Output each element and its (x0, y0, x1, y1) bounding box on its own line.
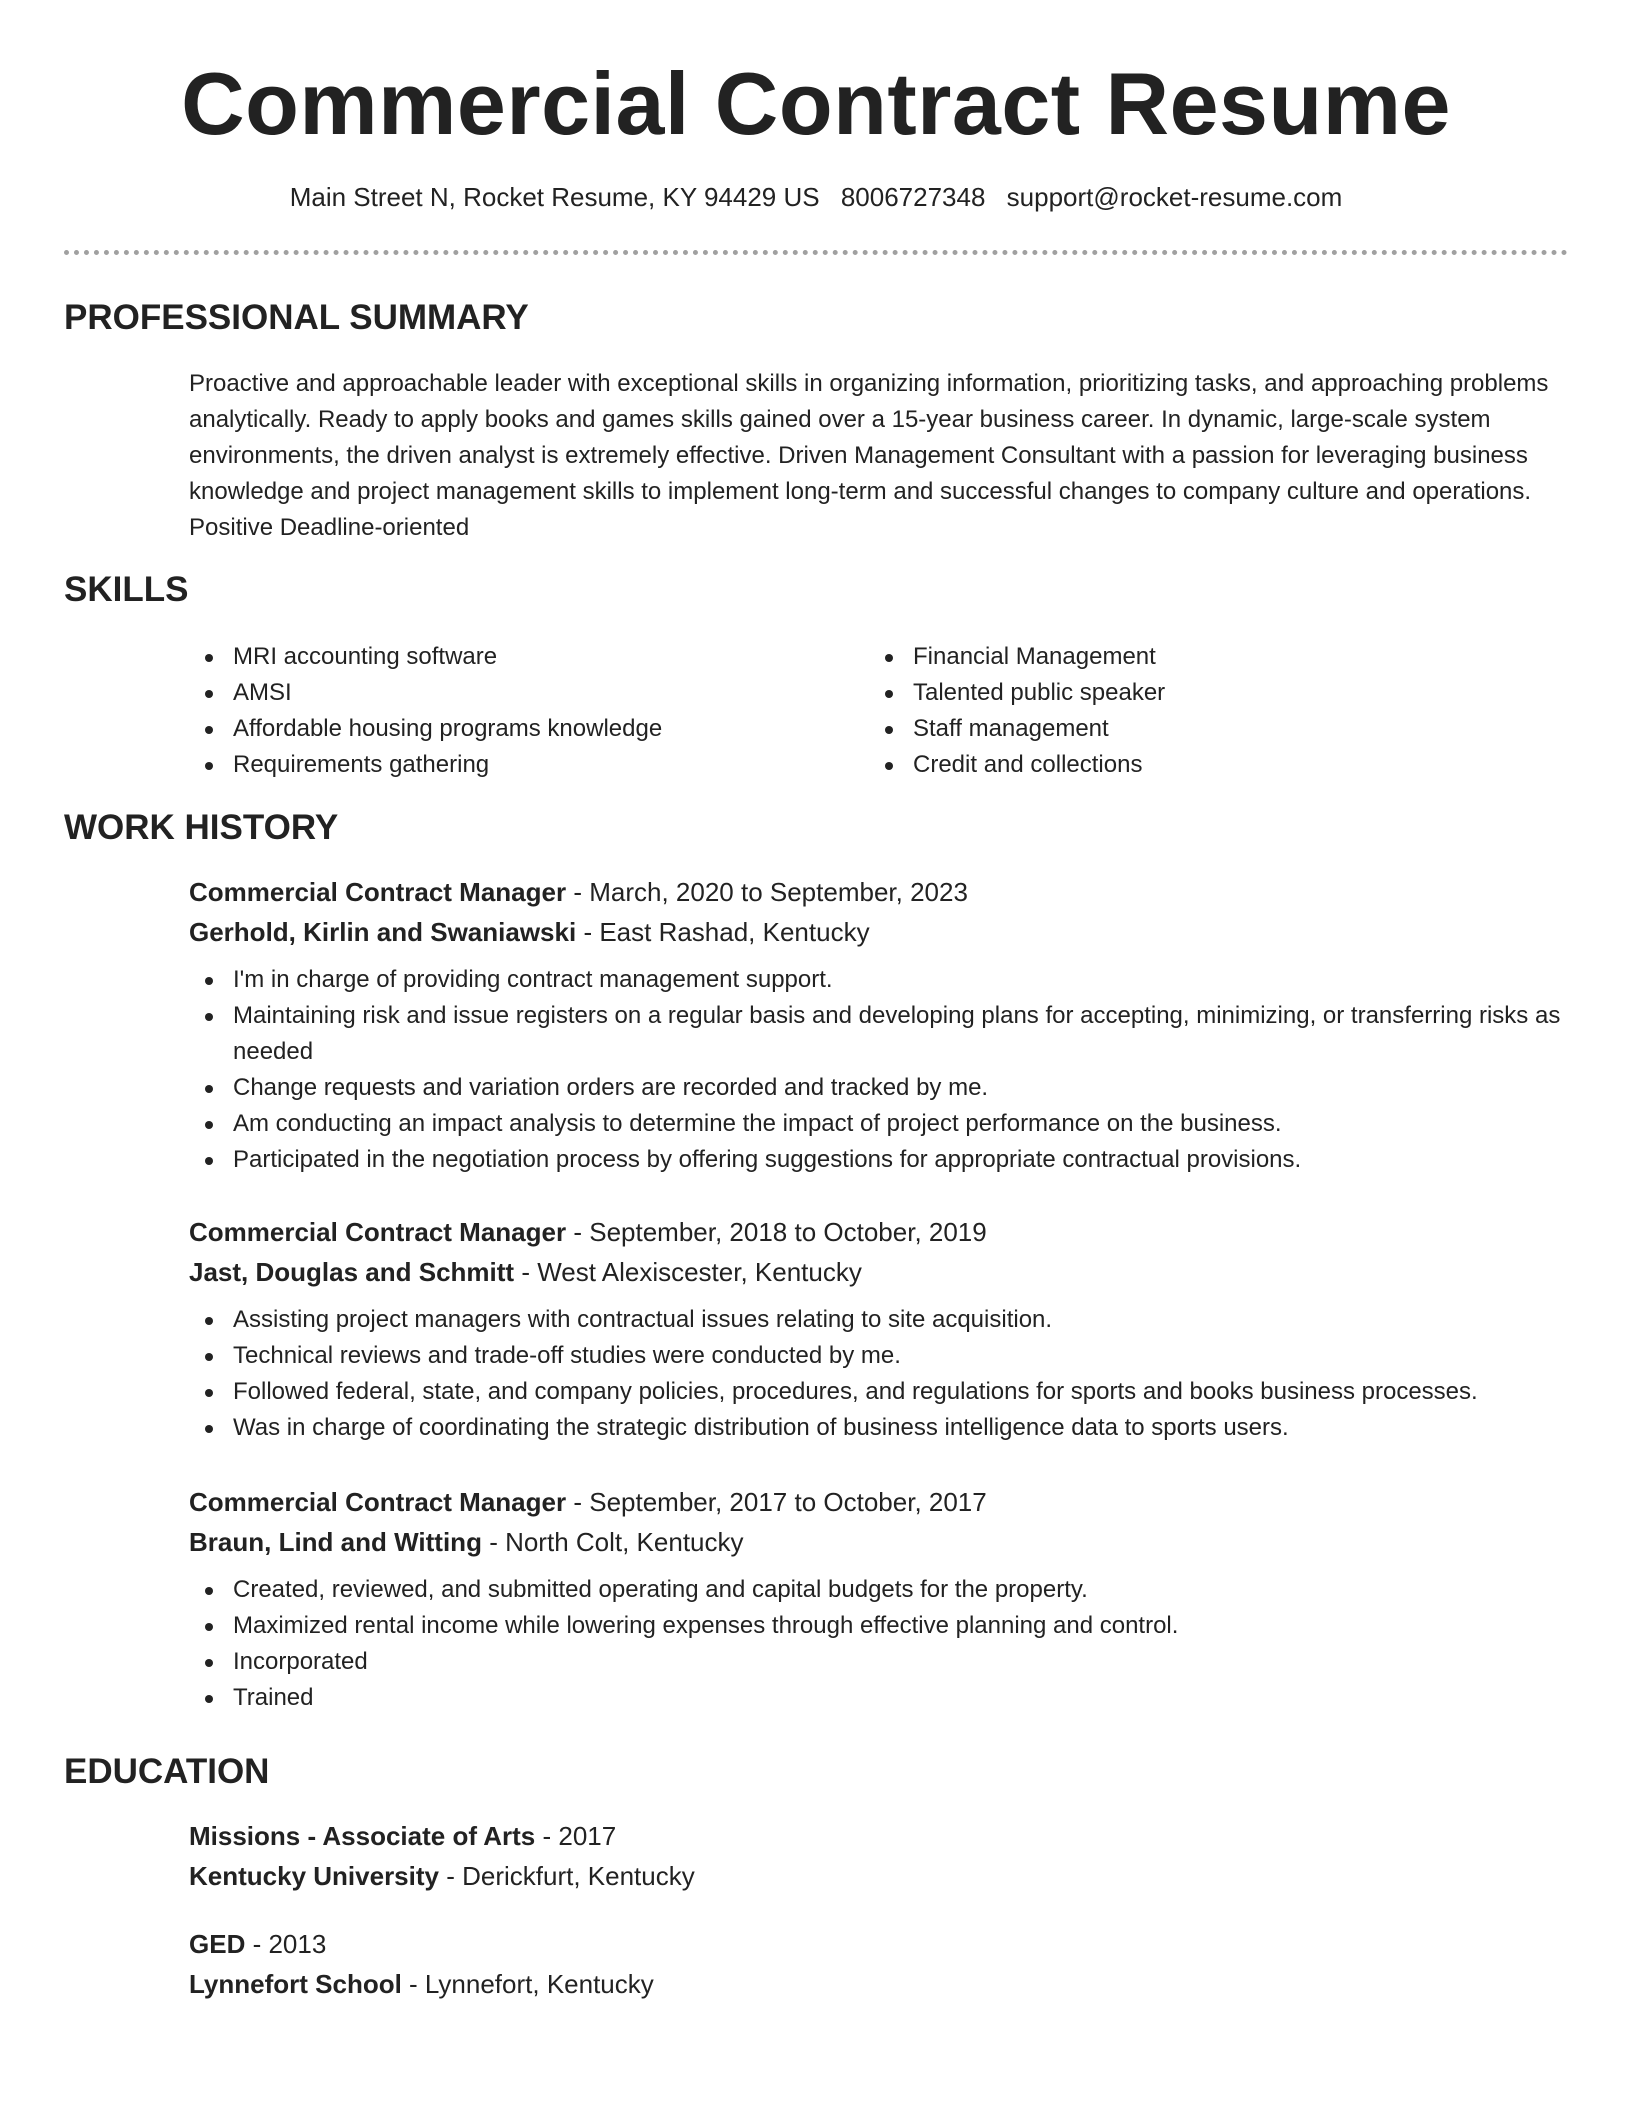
job-duty: Am conducting an impact analysis to determine the impact of project performance on the business. (189, 1106, 1579, 1142)
skill-item: Financial Management (869, 639, 1549, 675)
job-duty: Maintaining risk and issue registers on a regular basis and developing plans for accepting, minimizing, or transferring risks as needed (189, 998, 1579, 1070)
skill-item: Staff management (869, 711, 1549, 747)
skills-column-right (869, 639, 1549, 783)
job-entry (189, 872, 1579, 1178)
job-duty: Change requests and variation orders are recorded and tracked by me. (189, 1070, 1579, 1106)
skills-heading: SKILLS (64, 570, 189, 609)
skill-item: Credit and collections (869, 747, 1549, 783)
skill-item: Affordable housing programs knowledge (189, 711, 869, 747)
job-dates: - September, 2017 to October, 2017 (573, 1487, 987, 1517)
education-location: - Derickfurt, Kentucky (446, 1861, 695, 1891)
work-history-heading: WORK HISTORY (64, 808, 339, 847)
skills-column-left (189, 639, 869, 783)
summary-heading: PROFESSIONAL SUMMARY (64, 298, 529, 337)
education-school: Lynnefort School (189, 1969, 402, 1999)
education-degree: Missions - Associate of Arts (189, 1821, 536, 1851)
job-duty: I'm in charge of providing contract management support. (189, 962, 1579, 998)
education-entry (189, 1816, 1579, 1896)
job-location: - West Alexiscester, Kentucky (521, 1257, 862, 1287)
skill-item: AMSI (189, 675, 869, 711)
job-title-line (189, 1212, 1579, 1252)
education-degree: GED (189, 1929, 246, 1959)
education-school-line (189, 1964, 1579, 2004)
job-location: - East Rashad, Kentucky (583, 917, 870, 947)
job-title-line (189, 872, 1579, 912)
education-entry (189, 1924, 1579, 2004)
contact-address: Main Street N, Rocket Resume, KY 94429 US (289, 182, 820, 212)
education-degree-line (189, 1816, 1579, 1856)
job-entry (189, 1482, 1579, 1716)
education-year: - 2017 (542, 1821, 617, 1851)
job-duty: Was in charge of coordinating the strategic distribution of business intelligence data to sports users. (189, 1410, 1579, 1446)
job-company: Braun, Lind and Witting (189, 1527, 482, 1557)
job-duty: Incorporated (189, 1644, 1579, 1680)
education-year: - 2013 (252, 1929, 327, 1959)
job-dates: - September, 2018 to October, 2019 (573, 1217, 987, 1247)
job-duties (189, 1572, 1579, 1716)
job-duties (189, 1302, 1579, 1446)
job-entry (189, 1212, 1579, 1446)
job-duty: Maximized rental income while lowering expenses through effective planning and control. (189, 1608, 1579, 1644)
skills-list (189, 639, 1569, 783)
job-company-line (189, 1252, 1579, 1292)
education-degree-line (189, 1924, 1579, 1964)
education-location: - Lynnefort, Kentucky (409, 1969, 654, 1999)
education-heading: EDUCATION (64, 1752, 270, 1791)
job-title: Commercial Contract Manager (189, 877, 567, 907)
job-title: Commercial Contract Manager (189, 1217, 567, 1247)
job-duty: Trained (189, 1680, 1579, 1716)
education-school-line (189, 1856, 1579, 1896)
summary-text: Proactive and approachable leader with exceptional skills in organizing information, prioritizing tasks, and approaching problems analytically. Ready to apply books and games skills gained over a 15-year business career. In dynamic, large-scale system environments, the driven analyst is extremely effective. Driven Management Consultant with a passion for leveraging business knowledge and project management skills to implement long-term and successful changes to company culture and operations. Positive Deadline-oriented (189, 370, 1549, 541)
header-divider (64, 250, 1568, 255)
contact-email: support@rocket-resume.com (1006, 182, 1343, 212)
job-title-line (189, 1482, 1579, 1522)
job-company-line (189, 912, 1579, 952)
job-duty: Followed federal, state, and company policies, procedures, and regulations for sports and books business processes. (189, 1374, 1579, 1410)
education-school: Kentucky University (189, 1861, 439, 1891)
job-company-line (189, 1522, 1579, 1562)
skill-item: Requirements gathering (189, 747, 869, 783)
job-duty: Technical reviews and trade-off studies were conducted by me. (189, 1338, 1579, 1374)
job-company: Gerhold, Kirlin and Swaniawski (189, 917, 577, 947)
job-duties (189, 962, 1579, 1178)
job-duty: Assisting project managers with contractual issues relating to site acquisition. (189, 1302, 1579, 1338)
contact-phone: 8006727348 (840, 182, 986, 212)
job-title: Commercial Contract Manager (189, 1487, 567, 1517)
page-title: Commercial Contract Resume (181, 54, 1451, 153)
job-dates: - March, 2020 to September, 2023 (573, 877, 968, 907)
job-duty: Created, reviewed, and submitted operating and capital budgets for the property. (189, 1572, 1579, 1608)
skill-item: Talented public speaker (869, 675, 1549, 711)
job-location: - North Colt, Kentucky (489, 1527, 744, 1557)
skill-item: MRI accounting software (189, 639, 869, 675)
job-company: Jast, Douglas and Schmitt (189, 1257, 515, 1287)
job-duty: Participated in the negotiation process by offering suggestions for appropriate contractual provisions. (189, 1142, 1579, 1178)
contact-line (0, 182, 1632, 213)
